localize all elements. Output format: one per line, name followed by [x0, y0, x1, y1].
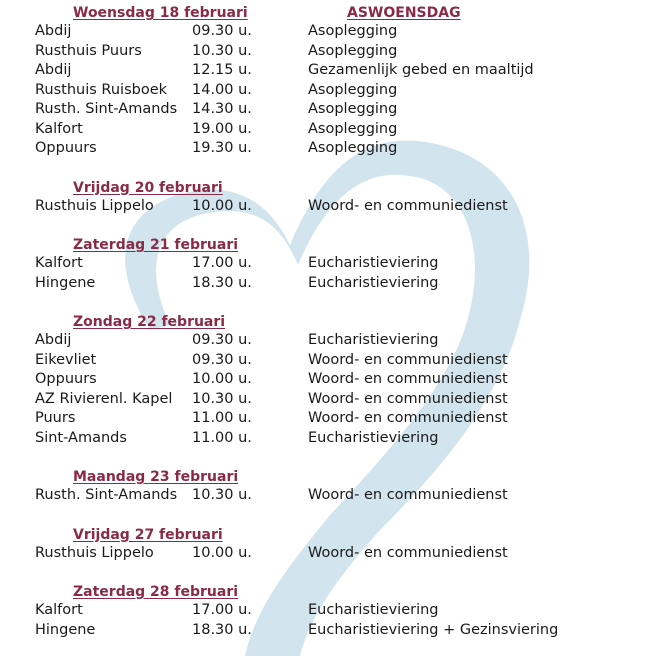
- time-label: 17.00 u.: [192, 602, 252, 618]
- location-label: Rusth. Sint-Amands: [35, 101, 178, 117]
- location-label: Rusthuis Lippelo: [35, 544, 154, 561]
- schedule-row: [0, 62, 647, 82]
- location-label: Oppuurs: [35, 140, 97, 156]
- time-label: 10.30 u.: [192, 390, 252, 407]
- location-label: Kalfort: [35, 120, 83, 137]
- time-label: 14.30 u.: [192, 101, 252, 117]
- location-label: Rusthuis Ruisboek: [35, 81, 168, 98]
- day-section: [0, 313, 647, 449]
- time-label: 09.30 u.: [192, 23, 252, 39]
- time-label: 17.00 u.: [192, 255, 252, 271]
- service-label: Gezamenlijk gebed en maaltijd: [308, 62, 534, 78]
- schedule-row: [0, 352, 647, 372]
- schedule-row: [0, 140, 647, 160]
- day-header: [0, 468, 647, 487]
- location-label: Hingene: [35, 274, 96, 291]
- service-label: Woord- en communiedienst: [308, 410, 508, 426]
- day-title: Zondag 22 februari: [73, 314, 226, 330]
- schedule-row: [0, 121, 647, 141]
- service-label: Woord- en communiedienst: [308, 544, 508, 561]
- day-title: Vrijdag 27 februari: [73, 526, 223, 543]
- schedule-row: [0, 82, 647, 102]
- service-label: Woord- en communiedienst: [308, 351, 508, 368]
- location-label: Eikevliet: [35, 351, 97, 368]
- service-label: Woord- en communiedienst: [308, 390, 508, 407]
- day-header: [0, 236, 647, 255]
- day-title: Woensdag 18 februari: [73, 5, 248, 21]
- service-label: Eucharistieviering: [308, 332, 439, 348]
- day-section: [0, 236, 647, 294]
- time-label: 10.00 u.: [192, 371, 252, 387]
- location-label: Sint-Amands: [35, 429, 127, 446]
- service-label: Woord- en communiedienst: [308, 197, 508, 214]
- day-header: [0, 4, 647, 23]
- location-label: Hingene: [35, 621, 96, 638]
- day-section: [0, 4, 647, 160]
- day-title: Zaterdag 21 februari: [73, 237, 239, 253]
- time-label: 10.30 u.: [192, 487, 252, 503]
- time-label: 10.00 u.: [192, 197, 252, 214]
- day-note: ASWOENSDAG: [347, 5, 461, 21]
- service-label: Asoplegging: [308, 42, 398, 59]
- schedule-row: [0, 101, 647, 121]
- service-label: Asoplegging: [308, 23, 398, 39]
- schedule-row: [0, 275, 647, 295]
- service-label: Woord- en communiedienst: [308, 487, 508, 503]
- time-label: 18.30 u.: [192, 621, 252, 638]
- time-label: 09.30 u.: [192, 332, 252, 348]
- schedule-row: [0, 43, 647, 63]
- location-label: Kalfort: [35, 602, 83, 618]
- day-header: [0, 179, 647, 198]
- service-label: Eucharistieviering: [308, 429, 439, 446]
- service-label: Asoplegging: [308, 140, 398, 156]
- schedule-row: [0, 332, 647, 352]
- time-label: 11.00 u.: [192, 429, 252, 446]
- service-label: Eucharistieviering: [308, 255, 439, 271]
- schedule-row: [0, 622, 647, 642]
- day-section: [0, 583, 647, 641]
- location-label: Abdij: [35, 23, 72, 39]
- time-label: 18.30 u.: [192, 274, 252, 291]
- time-label: 10.30 u.: [192, 42, 252, 59]
- service-label: Woord- en communiedienst: [308, 371, 508, 387]
- day-header: [0, 583, 647, 602]
- day-title: Zaterdag 28 februari: [73, 584, 239, 600]
- service-label: Eucharistieviering: [308, 602, 439, 618]
- service-label: Asoplegging: [308, 120, 398, 137]
- schedule-row: [0, 23, 647, 43]
- time-label: 09.30 u.: [192, 351, 252, 368]
- location-label: Abdij: [35, 62, 72, 78]
- day-header: [0, 526, 647, 545]
- location-label: Rusth. Sint-Amands: [35, 487, 178, 503]
- day-section: [0, 526, 647, 565]
- location-label: Rusthuis Puurs: [35, 42, 142, 59]
- schedule-row: [0, 430, 647, 450]
- schedule: [0, 4, 647, 641]
- schedule-row: [0, 487, 647, 507]
- time-label: 19.00 u.: [192, 120, 252, 137]
- schedule-row: [0, 391, 647, 411]
- schedule-row: [0, 410, 647, 430]
- schedule-row: [0, 602, 647, 622]
- service-label: Asoplegging: [308, 101, 398, 117]
- day-header: [0, 313, 647, 332]
- location-label: AZ Rivierenl. Kapel: [35, 390, 173, 407]
- schedule-row: [0, 255, 647, 275]
- schedule-row: [0, 545, 647, 565]
- location-label: Oppuurs: [35, 371, 97, 387]
- service-label: Eucharistieviering + Gezinsviering: [308, 621, 559, 638]
- location-label: Puurs: [35, 410, 76, 426]
- time-label: 12.15 u.: [192, 62, 252, 78]
- location-label: Rusthuis Lippelo: [35, 197, 154, 214]
- time-label: 19.30 u.: [192, 140, 252, 156]
- time-label: 14.00 u.: [192, 81, 252, 98]
- schedule-row: [0, 371, 647, 391]
- location-label: Kalfort: [35, 255, 83, 271]
- time-label: 11.00 u.: [192, 410, 252, 426]
- day-section: [0, 179, 647, 218]
- service-label: Asoplegging: [308, 81, 398, 98]
- day-title: Maandag 23 februari: [73, 469, 239, 485]
- day-title: Vrijdag 20 februari: [73, 179, 223, 196]
- service-label: Eucharistieviering: [308, 274, 439, 291]
- schedule-row: [0, 198, 647, 218]
- time-label: 10.00 u.: [192, 544, 252, 561]
- location-label: Abdij: [35, 332, 72, 348]
- day-section: [0, 468, 647, 507]
